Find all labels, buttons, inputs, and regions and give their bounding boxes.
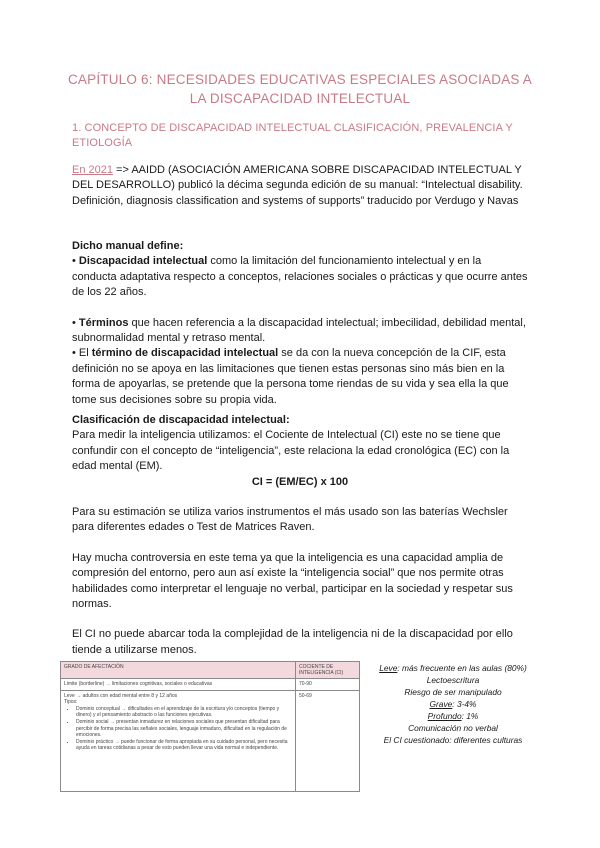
table-header-cell: COCIENTE DE INTELIGENCIA (CI): [296, 662, 360, 679]
cif-text: se da con la nueva concepción de la CIF, esta definición no se apoya en las limitaciones que tienen estas personas sino más bien en la forma de apoyarlas, se pretende que la persona tome riendas de su vida y sea ella la que tome sus decisiones sobre su propia vida.: [72, 347, 509, 406]
controversia-paragraph: Hay mucha controversia en este tema ya que la inteligencia es una capacidad amplia de compresión del entorno, pero aun así existe la “inteligencia social” que nos permite otras habilidades como interpretar el lenguaje no verbal, participar en la sociedad y respetar sus normas.: [72, 551, 513, 611]
note-ci-cuestionado: El CI cuestionado: diferentes culturas: [383, 735, 523, 745]
note-lectoescritura: Lectoescritura: [426, 675, 480, 685]
leve-title: Leve → adultos con edad mental entre 8 y 12 años: [64, 692, 178, 699]
term-discapacidad: Discapacidad intelectual: [78, 255, 208, 268]
side-notes: [368, 662, 538, 746]
ci-limit-paragraph: El CI no puede abarcar toda la complejidad de la inteligencia ni de la discapacidad por ello tiende a utilizarse menos.: [72, 628, 513, 656]
intro-paragraph: [72, 163, 528, 209]
note-riesgo: Riesgo de ser manipulado: [404, 687, 502, 697]
note-comunicacion: Comunicación no verbal: [408, 723, 498, 733]
bullet: •: [72, 347, 76, 360]
note-text: : más frecuente en las aulas (80%): [397, 663, 527, 673]
section-title: 1. CONCEPTO DE DISCAPACIDAD INTELECTUAL CLASIFICACIÓN, PREVALENCIA Y ETIOLOGÍA: [72, 122, 513, 149]
estimacion-paragraph: Para su estimación se utiliza varios instrumentos el más usado son las baterías Wechsler para diferentes edades o Test de Matrices Raven.: [72, 506, 508, 534]
list-item: • Dominio práctico → puede funcionar de forma apropiada en su cuidado personal, pero necesita ayuda en tareas cotidianas a pesar de esto pueden llevar una vida normal e independiente.: [76, 739, 292, 751]
cif-prefix: El: [78, 347, 92, 360]
table-row: [61, 690, 360, 791]
note-label: Leve: [379, 663, 398, 673]
manual-heading: Dicho manual define:: [72, 240, 184, 252]
table-header-cell: GRADO DE AFECTACIÓN: [61, 662, 296, 679]
table-cell: Limite (borderline) → limitaciones cognitivas, sociales o educativas: [61, 679, 296, 690]
note-label: Grave: [429, 699, 453, 709]
bullet: •: [72, 316, 76, 329]
clasificacion-text: Para medir la inteligencia utilizamos: el Cociente de Intelectual (CI) este no se tiene que confundir con el concepto de “inteligencia”, este relaciona la edad cronológica (EC) con la edad mental (EM).: [72, 429, 510, 473]
manual-block: [72, 239, 528, 408]
term-terminos: Términos: [78, 316, 129, 329]
year-link[interactable]: En 2021: [72, 164, 113, 176]
table-cell: 70-90: [296, 679, 360, 690]
clasificacion-heading: Clasificación de discapacidad intelectual:: [72, 414, 290, 426]
intro-text: => AAIDD (ASOCIACIÓN AMERICANA SOBRE DISCAPACIDAD INTELECTUAL Y DEL DESARROLLO) publicó la décima segunda edición de su manual: “Intelectual disability. Definición, diagnosis classification and systems of supports” traducido por Verdugo y Navas: [72, 164, 523, 207]
note-leve: [368, 662, 538, 674]
clasificacion-block: [72, 413, 528, 658]
chapter-title: CAPÍTULO 6: NECESIDADES EDUCATIVAS ESPECIALES ASOCIADAS A LA DISCAPACIDAD INTELECTUAL: [67, 72, 533, 106]
tipos-label: Tipos:: [64, 698, 78, 705]
note-grave: [368, 698, 538, 710]
ci-formula: CI = (EM/EC) x 100: [251, 475, 349, 488]
table-header-row: [61, 662, 360, 679]
note-text: : 3-4%: [452, 699, 477, 709]
note-label: Profundo: [427, 711, 462, 721]
tipos-list: [76, 706, 292, 751]
note-text: : 1%: [461, 711, 479, 721]
terminos-text: que hacen referencia a la discapacidad intelectual; imbecilidad, debilidad mental, subnormalidad mental y retraso mental.: [72, 316, 526, 345]
table-cell: [61, 690, 296, 791]
table-cell: 50-69: [296, 690, 360, 791]
list-item: • Dominio social → presentan inmadurez en relaciones sociales que presentan dificultad para percibir de forma precisa las señales sociales, lenguaje inmaduro, dificultad en la regulación de emociones.: [76, 719, 292, 738]
definition-text: como la limitación del funcionamiento intelectual y en la conducta adaptativa respecto a conceptos, relaciones sociales o prácticas y que ocurre antes de los 22 años.: [72, 255, 528, 299]
table-row: [61, 679, 360, 690]
term-cif: término de discapacidad intelectual: [91, 347, 279, 360]
bullet: •: [72, 255, 76, 268]
list-item: • Dominio conceptual → dificultades en el aprendizaje de la escritura y/o conceptos (tiempo y dinero) y el pensamiento abstracto o las funciones ejecutivas.: [76, 706, 292, 718]
note-profundo: [368, 710, 538, 722]
ci-table: [60, 661, 360, 792]
